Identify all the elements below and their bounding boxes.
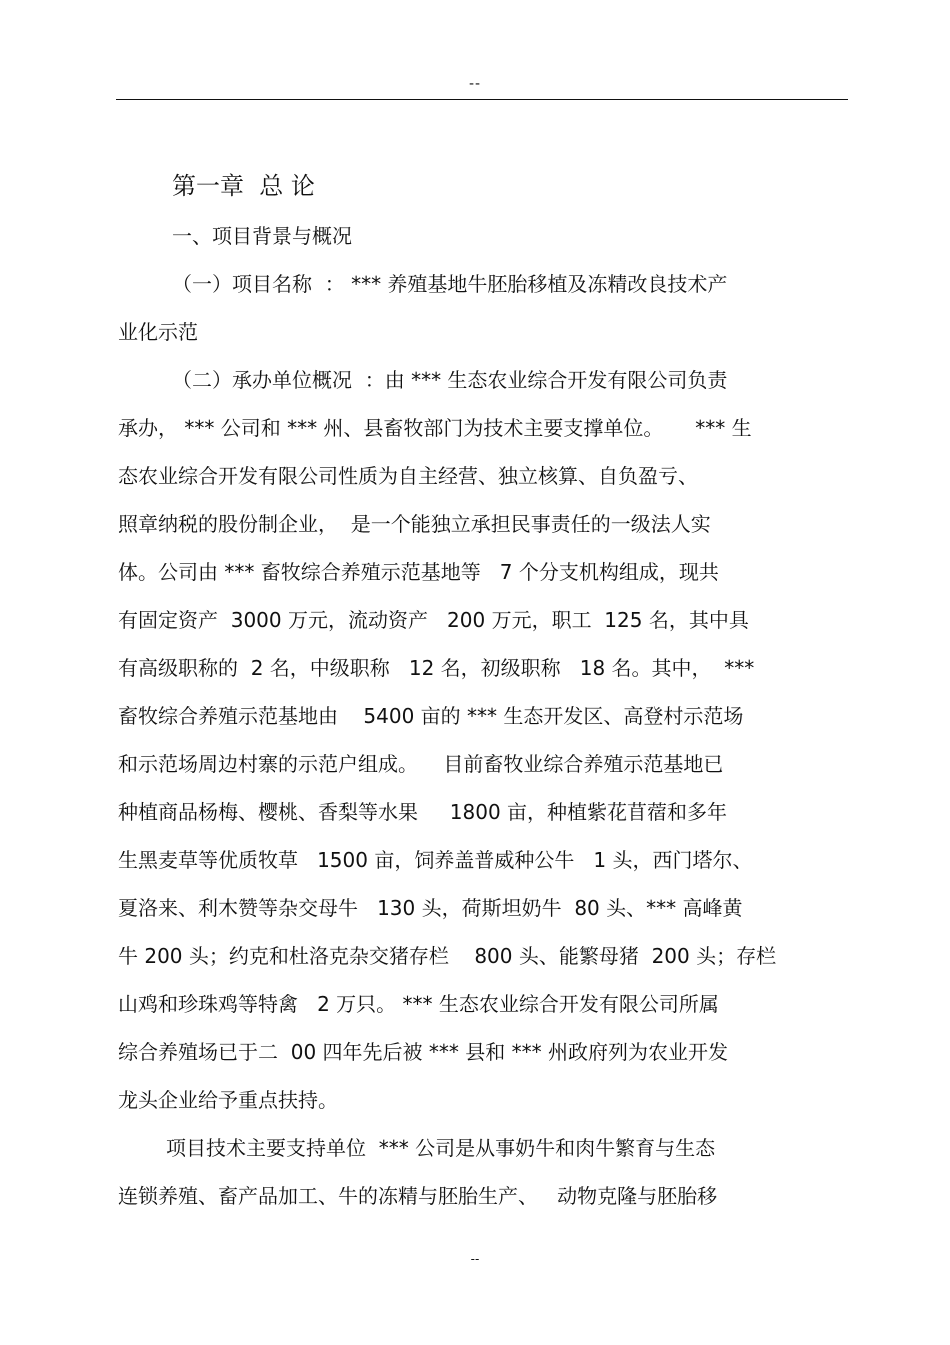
section-heading: 一、项目背景与概况: [172, 224, 352, 248]
paragraph-line: 综合养殖场已于二 00 四年先后被 *** 县和 *** 州政府列为农业开发: [118, 1040, 728, 1064]
header-rule: [116, 99, 848, 100]
paragraph-line: 畜牧综合养殖示范基地由 5400 亩的 *** 生态开发区、高登村示范场: [118, 704, 744, 728]
page-footer-mark: --: [470, 1252, 480, 1266]
paragraph-line: 有高级职称的 2 名，中级职称 12 名，初级职称 18 名。其中， ***: [118, 656, 755, 680]
paragraph-line: 山鸡和珍珠鸡等特禽 2 万只。 *** 生态农业综合开发有限公司所属: [118, 992, 719, 1016]
paragraph-line: 种植商品杨梅、樱桃、香梨等水果 1800 亩，种植紫花苜蓿和多年: [118, 800, 728, 824]
paragraph-line: 龙头企业给予重点扶持。: [118, 1088, 338, 1112]
paragraph-line: 业化示范: [118, 320, 198, 344]
paragraph-line: 照章纳税的股份制企业， 是一个能独立承担民事责任的一级法人实: [118, 512, 711, 536]
paragraph-line: 牛 200 头；约克和杜洛克杂交猪存栏 800 头、能繁母猪 200 头；存栏: [118, 944, 777, 968]
paragraph-line: 和示范场周边村寨的示范户组成。 目前畜牧业综合养殖示范基地已: [118, 752, 724, 776]
paragraph-line: 承办， *** 公司和 *** 州、县畜牧部门为技术主要支撑单位。 *** 生: [118, 416, 752, 440]
paragraph-line: 生黑麦草等优质牧草 1500 亩，饲养盖普威种公牛 1 头，西门塔尔、: [118, 848, 753, 872]
page-header-mark: --: [468, 76, 482, 92]
paragraph-line: 体。公司由 *** 畜牧综合养殖示范基地等 7 个分支机构组成，现共: [118, 560, 719, 584]
paragraph-line: 态农业综合开发有限公司性质为自主经营、独立核算、自负盈亏、: [118, 464, 698, 488]
paragraph-line: 项目技术主要支持单位 *** 公司是从事奶牛和肉牛繁育与生态: [166, 1136, 716, 1160]
paragraph-line: （一）项目名称 ： *** 养殖基地牛胚胎移植及冻精改良技术产: [172, 272, 728, 296]
chapter-title: 第一章 总 论: [172, 172, 315, 200]
paragraph-line: 夏洛来、利木赞等杂交母牛 130 头，荷斯坦奶牛 80 头、*** 高峰黄: [118, 896, 743, 920]
paragraph-line: 连锁养殖、畜产品加工、牛的冻精与胚胎生产、 动物克隆与胚胎移: [118, 1184, 718, 1208]
paragraph-line: 有固定资产 3000 万元，流动资产 200 万元，职工 125 名，其中具: [118, 608, 749, 632]
paragraph-line: （二）承办单位概况 ：由 *** 生态农业综合开发有限公司负责: [172, 368, 728, 392]
